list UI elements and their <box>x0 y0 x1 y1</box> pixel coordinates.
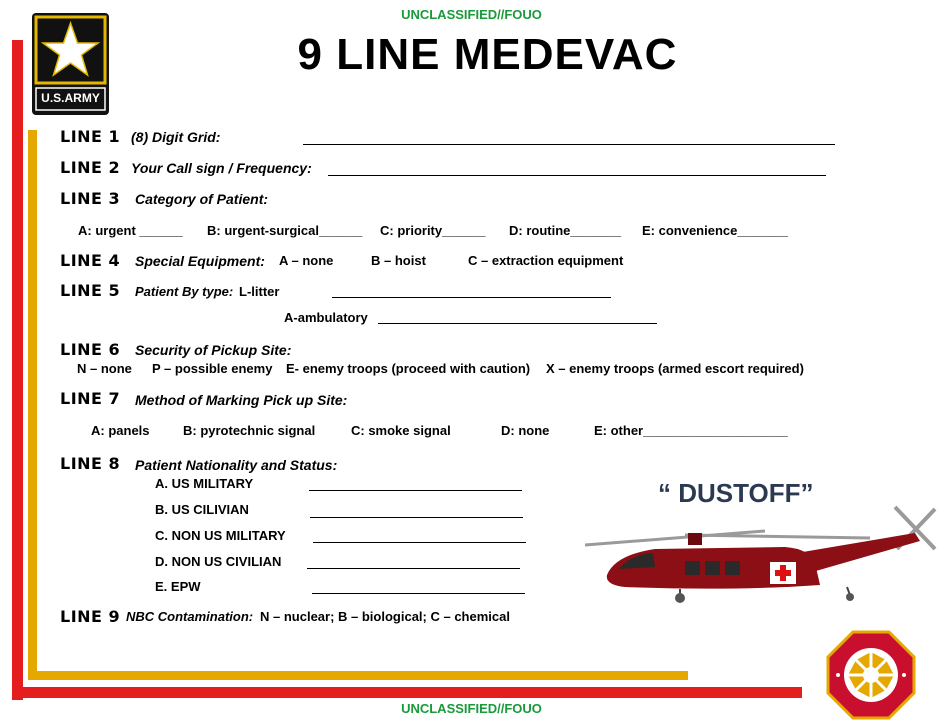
line3-option-e: E: convenience_______ <box>642 223 788 238</box>
classification-bottom: UNCLASSIFIED//FOUO <box>401 701 542 716</box>
line3-option-b: B: urgent-surgical______ <box>207 223 363 238</box>
line2-label: LINE 2 <box>60 158 121 177</box>
line6-option-n: N – none <box>77 361 132 376</box>
red-frame-horizontal <box>12 687 802 698</box>
line6-option-x: X – enemy troops (armed escort required) <box>546 361 804 376</box>
line4-option-c: C – extraction equipment <box>468 253 624 268</box>
line8-item-b: B. US CILIVIAN <box>155 502 249 517</box>
line8-item-c: C. NON US MILITARY <box>155 528 286 543</box>
line1-desc: (8) Digit Grid: <box>131 129 221 145</box>
line6-label: LINE 6 <box>60 340 121 359</box>
line3-option-d: D: routine_______ <box>509 223 621 238</box>
line4-label: LINE 4 <box>60 251 121 270</box>
line6-option-e: E- enemy troops (proceed with caution) <box>286 361 531 376</box>
line7-option-a: A: panels <box>91 423 150 438</box>
line5-litter-field[interactable] <box>332 297 611 298</box>
line7-option-c: C: smoke signal <box>351 423 451 438</box>
gold-frame-vertical <box>28 130 37 680</box>
line7-option-e: E: other____________________ <box>594 423 788 438</box>
line8-item-c-field[interactable] <box>313 542 526 543</box>
line5-ambulatory: A-ambulatory <box>284 310 368 325</box>
line3-option-c: C: priority______ <box>380 223 486 238</box>
line4-option-b: B – hoist <box>371 253 426 268</box>
line6-desc: Security of Pickup Site: <box>135 342 292 358</box>
line9-options: N – nuclear; B – biological; C – chemical <box>260 609 510 624</box>
line3-desc: Category of Patient: <box>135 191 269 207</box>
dustoff-heading: “ DUSTOFF” <box>658 478 814 508</box>
line8-item-d: D. NON US CIVILIAN <box>155 554 282 569</box>
line5-label: LINE 5 <box>60 281 121 300</box>
line8-desc: Patient Nationality and Status: <box>135 457 338 473</box>
line9-desc: NBC Contamination: <box>126 609 254 624</box>
classification-top: UNCLASSIFIED//FOUO <box>401 7 542 22</box>
line5-desc: Patient By type: <box>135 284 234 299</box>
line4-desc: Special Equipment: <box>135 253 265 269</box>
line7-label: LINE 7 <box>60 389 121 408</box>
line1-field[interactable] <box>303 144 835 145</box>
line8-item-d-field[interactable] <box>307 568 520 569</box>
line7-option-b: B: pyrotechnic signal <box>183 423 316 438</box>
line8-item-b-field[interactable] <box>310 517 523 518</box>
line8-item-e: E. EPW <box>155 579 201 594</box>
line4-option-a: A – none <box>279 253 334 268</box>
line5-litter: L-litter <box>239 284 280 299</box>
line8-label: LINE 8 <box>60 454 121 473</box>
line2-desc: Your Call sign / Frequency: <box>131 160 312 176</box>
line3-label: LINE 3 <box>60 189 121 208</box>
line3-option-a: A: urgent ______ <box>78 223 183 238</box>
line8-item-a-field[interactable] <box>309 490 522 491</box>
line1-label: LINE 1 <box>60 127 121 146</box>
line7-option-d: D: none <box>501 423 550 438</box>
page-title: 9 LINE MEDEVAC <box>297 30 678 79</box>
gold-frame-horizontal <box>28 671 688 680</box>
line9-label: LINE 9 <box>60 607 121 626</box>
army-logo-text: U.S.ARMY <box>41 91 100 105</box>
line6-option-p: P – possible enemy <box>152 361 273 376</box>
line2-field[interactable] <box>328 175 826 176</box>
helicopter-illustration <box>585 505 943 605</box>
line8-item-e-field[interactable] <box>312 593 525 594</box>
line7-desc: Method of Marking Pick up Site: <box>135 392 348 408</box>
red-frame-vertical <box>12 40 23 700</box>
line5-ambulatory-field[interactable] <box>378 323 657 324</box>
line8-item-a: A. US MILITARY <box>155 476 254 491</box>
